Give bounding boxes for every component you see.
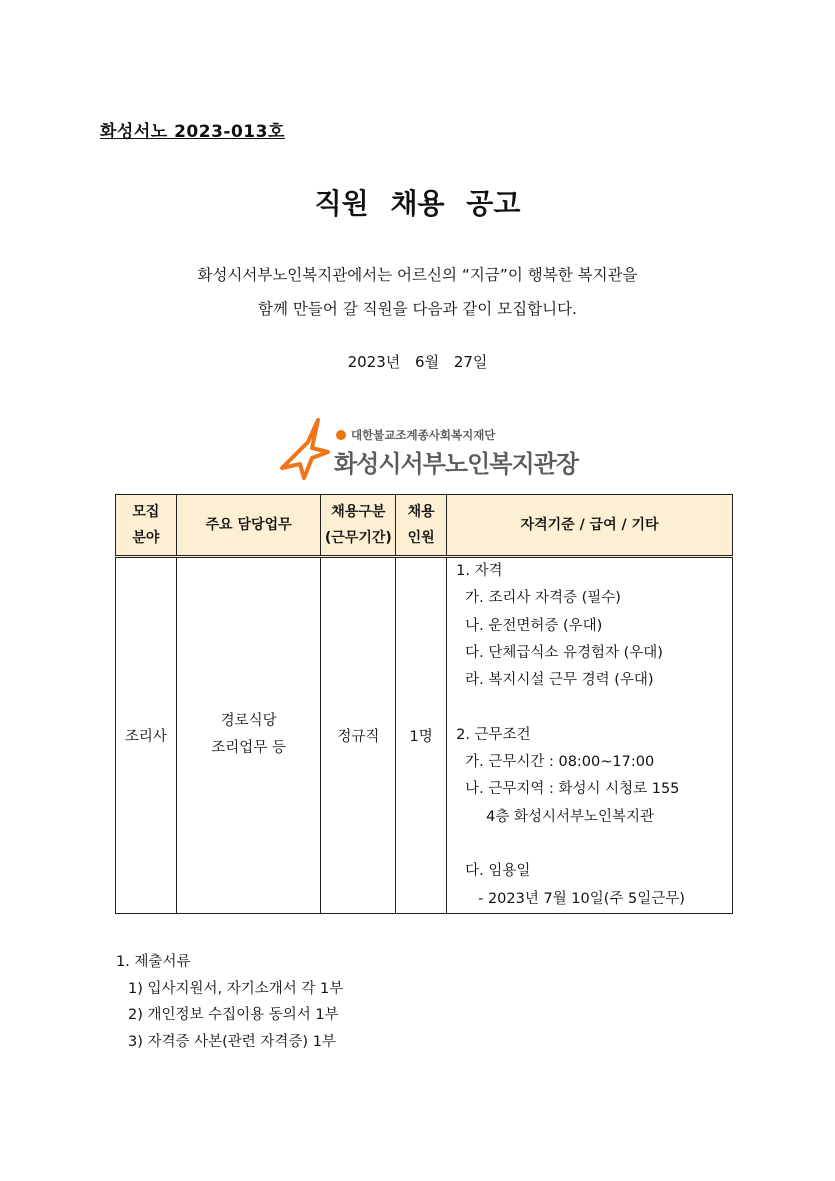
document-item: 3) 자격증 사본(관련 자격증) 1부 [128,1033,336,1050]
document-number: 화성서노 2023-013호 [100,122,285,142]
qual-item: 가. 근무시간 : 08:00~17:00 [465,754,655,771]
intro-text [0,258,835,326]
logo-name-text: 화성시서부노인복지관장 [334,450,579,478]
qual-heading: 2. 근무조건 [456,726,531,743]
required-documents [116,949,343,1055]
table-header-row [116,495,733,557]
page-title: 직원 채용 공고 [314,187,521,220]
announcement-date: 2023년 6월 27일 [347,353,488,371]
qual-item: 가. 조리사 자격증 (필수) [465,590,621,607]
qual-item: 다. 임용일 [465,863,531,880]
documents-heading: 1. 제출서류 [116,954,191,970]
document-item: 1) 입사지원서, 자기소개서 각 1부 [128,980,344,997]
flame-logo-icon [278,418,330,480]
recruitment-table [115,494,733,914]
cell-type: 정규직 [321,557,396,914]
qual-item: 나. 근무지역 : 화성시 시청로 155 [465,781,680,798]
header-field: 모집 분야 [116,495,177,557]
intro-line: 화성시서부노인복지관에서는 어르신의 “지금”이 행복한 복지관을 [197,266,638,284]
cell-duty: 경로식당 조리업무 등 [176,557,321,914]
emblem-icon [336,430,346,440]
qual-item: 다. 단체급식소 유경험자 (우대) [465,644,663,661]
logo-foundation-text: 대한불교조계종사회복지재단 [336,427,495,443]
qual-item-continuation: 4층 화성시서부노인복지관 [486,808,655,825]
header-duty: 주요 담당업무 [176,495,321,557]
qual-item-detail: - 2023년 7월 10일(주 5일근무) [478,890,685,907]
header-type: 채용구분 (근무기간) [321,495,396,557]
table-row [116,557,733,914]
organization-logo [278,418,579,480]
qual-spacer [456,694,728,721]
qual-item: 라. 복지시설 근무 경력 (우대) [465,672,654,689]
document-item: 2) 개인정보 수집이용 동의서 1부 [128,1007,339,1023]
cell-field: 조리사 [116,557,177,914]
qual-spacer [456,831,728,858]
intro-line: 함께 만들어 갈 직원을 다음과 같이 모집합니다. [258,300,577,318]
cell-count: 1명 [396,557,447,914]
qual-heading: 1. 자격 [456,563,503,579]
header-count: 채용 인원 [396,495,447,557]
header-qualification: 자격기준 / 급여 / 기타 [447,495,733,557]
cell-qualification [447,557,733,914]
qual-item: 나. 운전면허증 (우대) [465,617,603,634]
